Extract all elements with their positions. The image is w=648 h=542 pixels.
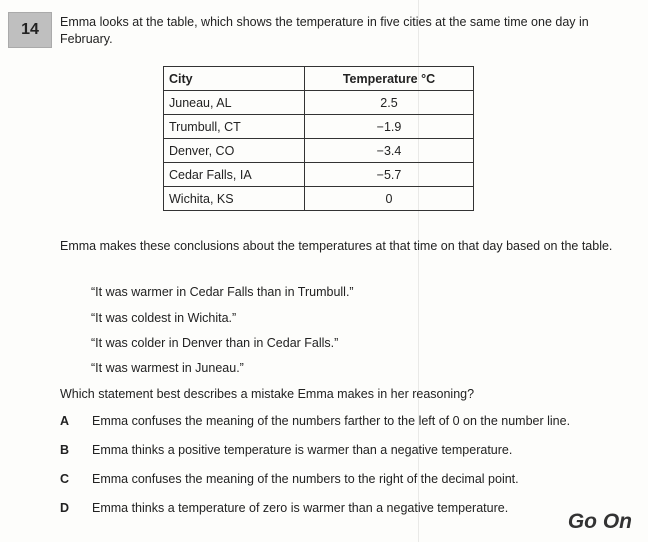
question-prompt: Emma looks at the table, which shows the temperature in five cities at the same time one day in February.	[60, 15, 589, 46]
choice-text: Emma confuses the meaning of the numbers farther to the left of 0 on the number line.	[92, 414, 571, 428]
table-row	[164, 187, 474, 211]
table-row	[164, 115, 474, 139]
city-cell: Trumbull, CT	[164, 115, 305, 139]
table-row	[164, 163, 474, 187]
choice-letter: C	[60, 472, 70, 486]
table-header-row	[164, 67, 474, 91]
question-text: Which statement best describes a mistake Emma makes in her reasoning?	[60, 387, 475, 401]
conclusion-quote: “It was colder in Denver than in Cedar Falls.”	[91, 336, 339, 350]
temperature-cell: 0	[305, 187, 474, 211]
answer-choice-a[interactable]	[60, 414, 570, 428]
answer-choice-b[interactable]	[60, 443, 512, 457]
choice-text: Emma thinks a temperature of zero is warmer than a negative temperature.	[92, 501, 509, 515]
city-cell: Juneau, AL	[164, 91, 305, 115]
temperature-cell: −3.4	[305, 139, 474, 163]
choice-letter: D	[60, 501, 70, 515]
answer-choice-c[interactable]	[60, 472, 519, 486]
conclusions-intro: Emma makes these conclusions about the temperatures at that time on that day based on the table.	[60, 239, 613, 253]
temperature-cell: −5.7	[305, 163, 474, 187]
column-header-city: City	[164, 67, 305, 91]
city-cell: Wichita, KS	[164, 187, 305, 211]
table-row	[164, 91, 474, 115]
choice-letter: B	[60, 443, 70, 457]
column-header-temperature: Temperature °C	[305, 67, 474, 91]
conclusion-quote: “It was coldest in Wichita.”	[91, 311, 237, 325]
question-number-box: 14	[8, 12, 52, 48]
temperature-table	[163, 66, 474, 211]
go-on-footer: Go On	[567, 510, 632, 533]
conclusion-quote: “It was warmest in Juneau.”	[91, 361, 244, 375]
choice-text: Emma confuses the meaning of the numbers to the right of the decimal point.	[92, 472, 519, 486]
choice-letter: A	[60, 414, 70, 428]
temperature-cell: 2.5	[305, 91, 474, 115]
city-cell: Cedar Falls, IA	[164, 163, 305, 187]
conclusion-quote: “It was warmer in Cedar Falls than in Trumbull.”	[91, 285, 354, 299]
answer-choice-d[interactable]	[60, 501, 508, 515]
choice-text: Emma thinks a positive temperature is warmer than a negative temperature.	[92, 443, 513, 457]
city-cell: Denver, CO	[164, 139, 305, 163]
table-row	[164, 139, 474, 163]
temperature-cell: −1.9	[305, 115, 474, 139]
